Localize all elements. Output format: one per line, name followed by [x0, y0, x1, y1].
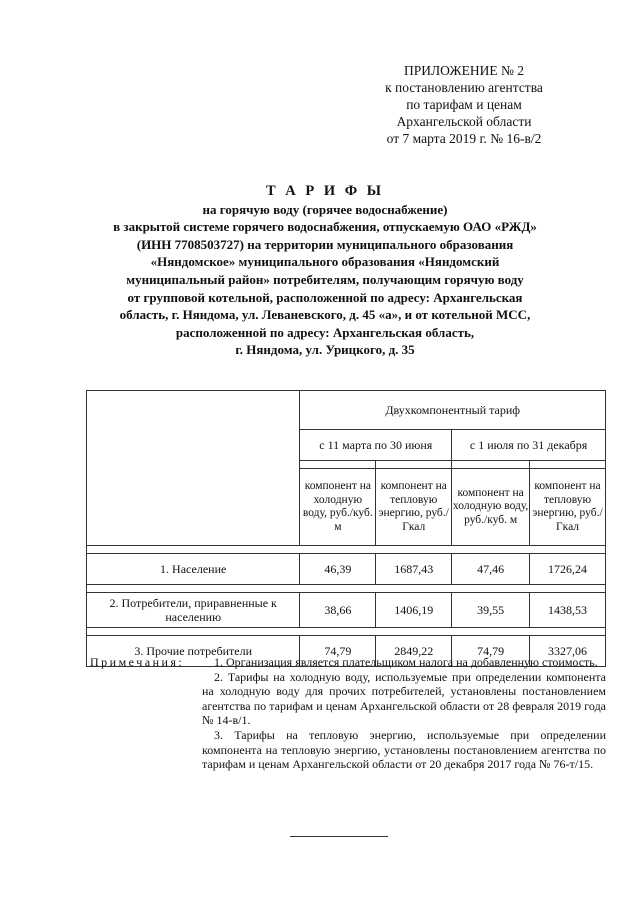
document-title: [60, 183, 590, 359]
row-value: 46,39: [300, 554, 376, 585]
appendix-line: по тарифам и ценам: [406, 97, 522, 112]
title-line: область, г. Няндома, ул. Леваневского, д. 45 «а», и от котельной МСС,: [119, 307, 531, 323]
title-line: расположенной по адресу: Архангельская область,: [175, 324, 475, 340]
row-value: 74,79: [452, 636, 530, 667]
group-header: Двухкомпонентный тариф: [300, 391, 606, 430]
row-value: 3327,06: [530, 636, 606, 667]
row-value: 39,55: [452, 593, 530, 628]
row-category: 2. Потребители, приравненные к населению: [87, 593, 300, 628]
period-header-2: с 1 июля по 31 декабря: [452, 430, 606, 461]
period-header-1: с 11 марта по 30 июня: [300, 430, 452, 461]
row-value: 1438,53: [530, 593, 606, 628]
col-header-cold-1: компонент на холодную воду, руб./куб. м: [300, 469, 376, 546]
row-category: 3. Прочие потребители: [87, 636, 300, 667]
end-divider: [290, 836, 388, 837]
row-value: 1687,43: [376, 554, 452, 585]
row-value: 1406,19: [376, 593, 452, 628]
table-corner-cell: [87, 391, 300, 546]
table-gap: [530, 461, 606, 469]
title-line: г. Няндома, ул. Урицкого, д. 35: [235, 342, 415, 358]
row-value: 47,46: [452, 554, 530, 585]
row-value: 2849,22: [376, 636, 452, 667]
note-item: 1. Организация является плательщиком налога на добавленную стоимость.: [214, 655, 598, 669]
note-item: 3. Тарифы на тепловую энергию, используемые при определении компонента на тепловую энергию, установлены постановлением агентства по тарифам и ценам Архангельской области от 20 декабря 2017 года № 76-т/15.: [202, 727, 606, 772]
title-line: от групповой котельной, расположенной по адресу: Архангельская: [127, 289, 523, 305]
col-header-heat-1: компонент на тепловую энергию, руб./Гкал: [376, 469, 452, 546]
col-header-cold-2: компонент на холодную воду, руб./куб. м: [452, 469, 530, 546]
title-line: на горячую воду (горячее водоснабжение): [202, 201, 448, 217]
table-gap: [87, 628, 606, 636]
note-item: 2. Тарифы на холодную воду, используемые при определении компонента на холодную воду для прочих потребителей, установлены постановлением агентства по тарифам и ценам Архангельской области от 28 февраля 2019 года № 14-в/1.: [202, 669, 606, 728]
table-gap: [87, 585, 606, 593]
tariff-table: [86, 390, 606, 667]
appendix-block: [350, 62, 578, 147]
appendix-title: ПРИЛОЖЕНИЕ № 2: [403, 63, 525, 78]
title-heading: Т А Р И Ф Ы: [265, 183, 385, 199]
table-row: [87, 554, 606, 585]
row-value: 74,79: [300, 636, 376, 667]
row-value: 1726,24: [530, 554, 606, 585]
table-gap: [376, 461, 452, 469]
notes-list: [202, 655, 606, 772]
title-line: муниципальный район» потребителям, получающим горячую воду: [126, 271, 524, 287]
title-line: (ИНН 7708503727) на территории муниципального образования: [136, 236, 514, 252]
table-row: [87, 593, 606, 628]
appendix-date: от 7 марта 2019 г. № 16-в/2: [386, 131, 542, 146]
title-line: «Няндомское» муниципального образования «Няндомский: [150, 254, 500, 270]
title-line: в закрытой системе горячего водоснабжения, отпускаемую ОАО «РЖД»: [113, 219, 537, 235]
table-gap: [300, 461, 376, 469]
appendix-line: к постановлению агентства: [385, 80, 543, 95]
row-value: 38,66: [300, 593, 376, 628]
notes-label: Примечания:: [90, 655, 185, 669]
table-gap: [87, 546, 606, 554]
table-gap: [452, 461, 530, 469]
col-header-heat-2: компонент на тепловую энергию, руб./Гкал: [530, 469, 606, 546]
row-category: 1. Население: [87, 554, 300, 585]
appendix-line: Архангельской области: [396, 114, 532, 129]
